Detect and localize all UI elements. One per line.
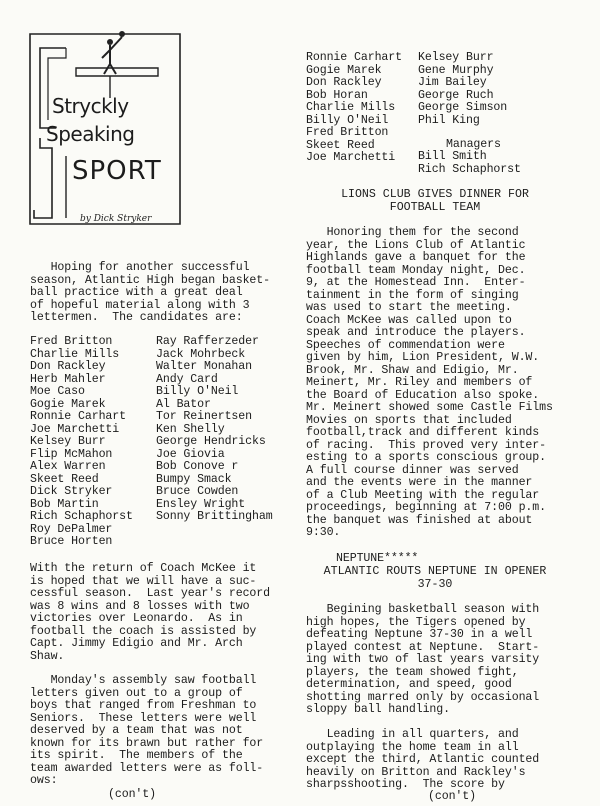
text-line: tainment in the form of singing	[306, 288, 519, 302]
text-line: season, Atlantic High began basket-	[30, 273, 271, 287]
text-line: defeating Neptune 37-30 in a well	[306, 628, 533, 641]
text-line: known for its brawn but rather for	[30, 736, 264, 750]
text-line: Jack Mohrbeck	[156, 347, 246, 361]
text-line: Don Rackley	[30, 360, 106, 373]
text-line: Bumpy Smack	[156, 472, 232, 486]
text-line: Jim Bailey	[418, 76, 487, 89]
text-line: heavily on Britton and Rackley's	[306, 765, 526, 779]
text-line: Kelsey Burr	[418, 51, 494, 64]
text-line: Bruce Horten	[30, 535, 113, 548]
coach-paragraph	[30, 563, 270, 663]
text-line: shotting marred only by occasional	[306, 690, 540, 704]
neptune-headline	[300, 566, 570, 591]
text-line: Brook, Mr. Shaw and Edigio, Mr.	[306, 363, 519, 377]
text-line: Herb Mahler	[30, 372, 106, 386]
text-line: ing with two of last years varsity	[306, 653, 540, 666]
text-line: players, the team showed fight,	[306, 665, 519, 679]
text-line: Begining basketball season with	[306, 603, 540, 616]
text-line: 9:30.	[306, 526, 341, 539]
neptune-kicker: NEPTUNE*****	[336, 552, 419, 565]
text-line: Roy DePalmer	[30, 522, 113, 536]
text-line: of hopeful material along with 3	[30, 298, 250, 312]
text-line: high hopes, the Tigers opened by	[306, 615, 526, 629]
text-line: boys that ranged from Freshman to	[30, 699, 257, 712]
text-line: ball practice with a great deal	[30, 286, 243, 299]
text-line: Meinert, Mr. Riley and members of	[306, 376, 533, 389]
text-line: is hoped that we will have a suc-	[30, 574, 257, 588]
text-line: played contest at Neptune. Start-	[306, 640, 540, 654]
text-line: cessful season. Last year's record	[30, 587, 271, 600]
text-line: given by him, Lion President, W.W.	[306, 351, 540, 364]
text-line: Ronnie Carhart	[30, 410, 127, 423]
masthead-byline: by Dick Stryker	[80, 214, 152, 224]
text-line: speak and introduce the players.	[306, 326, 526, 339]
text-line: Charlie Mills	[306, 101, 396, 114]
text-line: of a Club Meeting with the regular	[306, 488, 540, 502]
text-line: year, the Lions Club of Atlantic	[306, 238, 526, 252]
neptune-paragraph-2	[306, 729, 539, 792]
text-line: Flip McMahon	[30, 447, 113, 461]
letter-winners-list-1	[306, 52, 402, 165]
text-line: football,track and different kinds	[306, 426, 540, 439]
text-line: Dick Stryker	[30, 485, 113, 498]
managers-list	[418, 151, 521, 176]
text-line: was 8 wins and 8 losses with two	[30, 599, 250, 613]
text-line: 37-30	[417, 577, 453, 591]
text-line: football team Monday night, Dec.	[306, 263, 526, 277]
text-line: Billy O'Neil	[156, 385, 239, 398]
text-line: Skeet Reed	[30, 472, 99, 486]
managers-label: Managers	[446, 138, 501, 151]
masthead-word-2: Speaking	[46, 122, 135, 146]
text-line: Highlands gave a banquet for the	[306, 251, 526, 264]
text-line: Movies on sports that included	[306, 413, 512, 427]
text-line: Capt. Jimmy Edigio and Mr. Arch	[30, 637, 243, 650]
lions-article	[306, 227, 553, 540]
candidates-list-1	[30, 336, 133, 549]
text-line: Moe Caso	[30, 385, 85, 398]
text-line: ows:	[30, 774, 58, 787]
text-line: Gene Murphy	[418, 63, 494, 77]
lions-headline	[300, 189, 570, 214]
text-line: Walter Monahan	[156, 360, 253, 373]
text-line: Ray Rafferzeder	[156, 335, 259, 348]
text-line: Joe Marchetti	[306, 151, 396, 164]
text-line: Kelsey Burr	[30, 435, 106, 448]
text-line: Alex Warren	[30, 460, 106, 473]
letter-winners-list-2	[418, 52, 507, 127]
text-line: Bill Smith	[418, 150, 487, 163]
text-line: 9, at the Homestead Inn. Enter-	[306, 276, 526, 289]
text-line: esting to a sports conscious group.	[306, 451, 547, 464]
text-line: Billy O'Neil	[306, 113, 389, 127]
text-line: was used to start the meeting.	[306, 301, 512, 314]
text-line: sloppy ball handling.	[306, 703, 451, 716]
text-line: football the coach is assisted by	[30, 624, 257, 638]
text-line: Rich Schaphorst	[30, 510, 133, 523]
text-line: Monday's assembly saw football	[30, 674, 257, 687]
text-line: of racing. This proved very inter-	[306, 438, 547, 452]
text-line: Don Rackley	[306, 76, 382, 89]
text-line: Bob Martin	[30, 497, 99, 511]
text-line: Seniors. These letters were well	[30, 711, 257, 725]
text-line: Ensley Wright	[156, 497, 246, 511]
text-line: Tor Reinertsen	[156, 410, 253, 423]
text-line: Skeet Reed	[306, 138, 375, 152]
text-line: George Simson	[418, 101, 508, 114]
candidates-list-2	[156, 336, 273, 524]
text-line: the banquet was finished at about	[306, 513, 533, 527]
text-line: and the events were in the manner	[306, 476, 533, 489]
text-line: ATLANTIC ROUTS NEPTUNE IN OPENER	[323, 565, 547, 578]
text-line: Fred Britton	[30, 335, 113, 348]
text-line: Al Bator	[156, 397, 211, 411]
text-line: Gogie Marek	[30, 397, 106, 411]
text-line: Andy Card	[156, 372, 218, 386]
text-line: lettermen. The candidates are:	[30, 311, 243, 324]
text-line: proceedings, beginning at 7:00 p.m.	[306, 501, 547, 514]
text-line: Bob Conove r	[156, 460, 239, 473]
text-line: outplaying the home team in all	[306, 740, 519, 754]
text-line: Mr. Meinert showed some Castle Films	[306, 401, 553, 414]
text-line: determination, and speed, good	[306, 678, 512, 691]
text-line: Charlie Mills	[30, 347, 120, 361]
continued-left: (con't)	[108, 788, 157, 801]
masthead-word-1: Strycklу	[52, 94, 129, 118]
text-line: FOOTBALL TEAM	[389, 200, 481, 214]
text-line: Honoring them for the second	[306, 226, 519, 239]
text-line: George Ruch	[418, 88, 494, 102]
text-line: Gogie Marek	[306, 63, 382, 77]
text-line: Rich Schaphorst	[418, 162, 521, 176]
text-line: Shaw.	[30, 649, 65, 663]
text-line: Leading in all quarters, and	[306, 728, 519, 741]
text-line: sharpsshooting. The score by	[306, 778, 505, 791]
text-line: Bruce Cowden	[156, 485, 239, 498]
assembly-paragraph	[30, 675, 263, 788]
text-line: the Board of Education also spoke.	[306, 388, 540, 402]
text-line: deserved by a team that was not	[30, 724, 243, 737]
intro-paragraph	[30, 262, 270, 325]
text-line: Ronnie Carhart	[306, 51, 403, 64]
text-line: Sonny Brittingham	[156, 510, 273, 523]
text-line: Speeches of commendation were	[306, 338, 505, 352]
text-line: team awarded letters were as foll-	[30, 761, 264, 775]
text-line: Joe Giovia	[156, 447, 225, 461]
text-line: Fred Britton	[306, 126, 389, 139]
text-line: except the third, Atlantic counted	[306, 753, 540, 766]
text-line: LIONS CLUB GIVES DINNER FOR	[341, 188, 529, 201]
neptune-paragraph-1	[306, 604, 539, 717]
text-line: letters given out to a group of	[30, 686, 243, 700]
text-line: Joe Marchetti	[30, 422, 120, 436]
masthead-word-3: SPORT	[72, 156, 162, 186]
text-line: Phil King	[418, 113, 480, 127]
text-line: victories over Leonardo. As in	[30, 612, 243, 625]
text-line: Ken Shelly	[156, 422, 225, 436]
text-line: Bob Horan	[306, 88, 368, 102]
text-line: Hoping for another successful	[30, 261, 250, 274]
text-line: George Hendricks	[156, 435, 266, 448]
text-line: Coach McKee was called upon to	[306, 313, 512, 327]
text-line: With the return of Coach McKee it	[30, 562, 257, 575]
text-line: its spirit. The members of the	[30, 749, 243, 762]
continued-right: (con't)	[428, 790, 477, 803]
text-line: A full course dinner was served	[306, 463, 519, 477]
